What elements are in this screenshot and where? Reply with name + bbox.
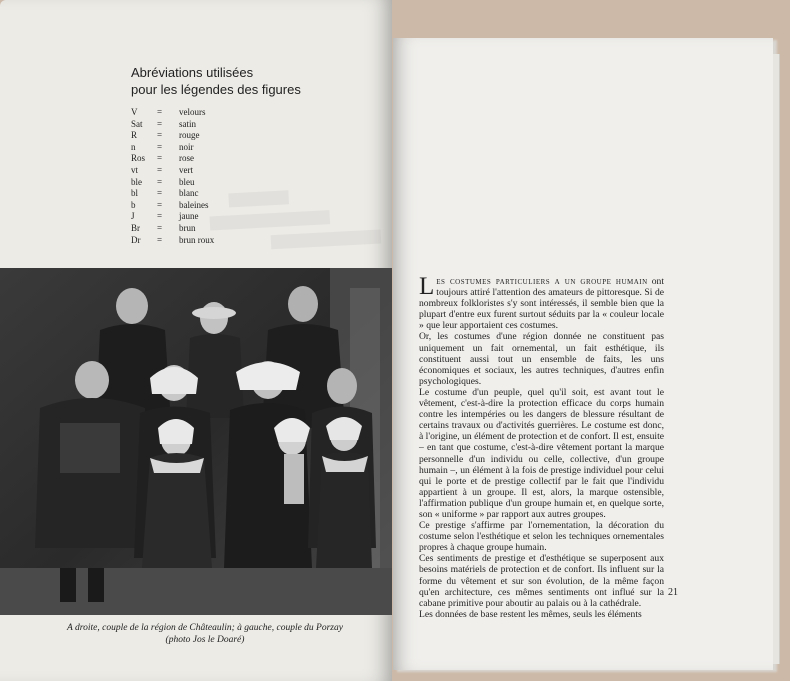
lead-small-caps: es costumes particuliers a un groupe humain [436, 276, 648, 287]
photo-caption [40, 622, 370, 646]
equals-sign: = [157, 153, 163, 164]
abbreviation-row [131, 177, 214, 189]
abbreviation-meaning: bleu [179, 176, 195, 187]
equals-sign: = [157, 176, 163, 187]
abbreviation-code: Dr [131, 234, 141, 245]
abbreviation-row [131, 130, 214, 142]
abbreviation-meaning: rouge [179, 130, 200, 141]
abbreviation-code: Br [131, 222, 140, 233]
equals-sign: = [157, 118, 163, 129]
abbreviation-code: Sat [131, 118, 143, 129]
drop-cap: L [419, 273, 435, 300]
abbreviation-row [131, 142, 214, 154]
abbreviation-code: bl [131, 188, 139, 199]
paragraph-4: Ce prestige s'affirme par l'ornementation, la décoration du costume selon l'esthétique et selon les techniques ornementales propres à chaque groupe humain. [419, 520, 664, 554]
abbreviation-code: J [131, 211, 135, 222]
abbreviation-code: b [131, 199, 136, 210]
abbreviation-code: n [131, 141, 136, 152]
equals-sign: = [157, 211, 163, 222]
paragraph-1-rest: ont toujours attiré l'attention des amateurs de pittoresque. Si de nombreux folkloristes s'y sont intéressés, il semble bien que la plupart d'entre eux furent surtout séduits par la « couleur locale » que leur apportaient ces costumes. [419, 276, 664, 332]
equals-sign: = [157, 141, 163, 152]
abbreviation-meaning: velours [179, 107, 206, 117]
equals-sign: = [157, 188, 163, 199]
abbreviation-code: vt [131, 164, 139, 175]
caption-line-1: A droite, couple de la région de Châteaulin; à gauche, couple du Porzay [67, 623, 343, 633]
abbreviation-code: R [131, 130, 138, 141]
equals-sign: = [157, 199, 163, 210]
abbreviation-code: V [131, 107, 138, 117]
heading-line-2: pour les légendes des figures [131, 82, 301, 97]
equals-sign: = [157, 164, 163, 175]
abbreviation-meaning: brun [179, 222, 196, 233]
abbreviation-row [131, 119, 214, 131]
caption-line-2: (photo Jos le Doaré) [165, 635, 245, 645]
family-photograph [0, 268, 392, 615]
abbreviation-meaning: noir [179, 141, 194, 152]
page-number: 21 [668, 587, 678, 598]
abbreviation-row [131, 153, 214, 165]
show-through-marks [198, 181, 391, 261]
abbreviation-code: Ros [131, 153, 146, 164]
abbreviations-heading [131, 64, 301, 98]
abbreviation-meaning: vert [179, 164, 193, 175]
left-page [0, 0, 392, 681]
abbreviation-code: ble [131, 176, 142, 187]
body-text [419, 273, 664, 620]
paragraph-1 [419, 273, 664, 332]
paragraph-5: Ces sentiments de prestige et d'esthétique se superposent aux besoins matériels de protection et de confort. Ils influent sur la forme du vêtement et sur son évolution, de la même façon qu'en architecture, ces mêmes sentiments ont influé sur la cabane primitive pour aboutir au palais ou à la cathédrale. [419, 553, 664, 609]
abbreviation-row [131, 165, 214, 177]
abbreviation-row [131, 107, 214, 119]
equals-sign: = [157, 107, 163, 117]
photo-illustration [0, 268, 392, 615]
heading-line-1: Abréviations utilisées [131, 65, 254, 80]
paragraph-3: Le costume d'un peuple, quel qu'il soit, est avant tout le vêtement, c'est-à-dire la protection efficace du corps humain contre les intempéries ou les dangers de blessure résultant de certains travaux ou d'activités guerrières. Le costume est donc, à l'origine, un élément de protection et de confort. Il est, ensuite – en tant que costume, c'est-à-dire vêtement portant la marque personnelle d'un individu ou celle, collective, d'un groupe humain –, un élément à la fois de prestige individuel pour celui qui le porte et de prestige collectif par le fait que l'individu appartient à un groupe. Il est, alors, la marque ostensible, l'affirmation publique d'un groupe humain et, en quelque sorte, son « uniforme » par rapport aux autres groupes. [419, 386, 664, 520]
abbreviation-meaning: brun roux [179, 234, 215, 245]
equals-sign: = [157, 222, 163, 233]
page-edge [773, 54, 780, 664]
show-through-text [198, 181, 392, 265]
abbreviation-meaning: blanc [179, 188, 199, 199]
equals-sign: = [157, 130, 163, 141]
paragraph-6: Les données de base restent les mêmes, seuls les éléments [419, 608, 642, 620]
abbreviation-meaning: jaune [179, 211, 199, 222]
paragraph-2: Or, les costumes d'une région donnée ne constituent pas uniquement un fait ornemental, un fait esthétique, ils constituent aussi tout un ensemble de faits, les uns économiques et sociaux, les autres techniques, d'autres enfin psychologiques. [419, 331, 664, 387]
abbreviation-meaning: satin [179, 118, 196, 129]
abbreviation-meaning: baleines [179, 199, 209, 210]
equals-sign: = [157, 234, 163, 245]
abbreviation-meaning: rose [179, 153, 194, 164]
